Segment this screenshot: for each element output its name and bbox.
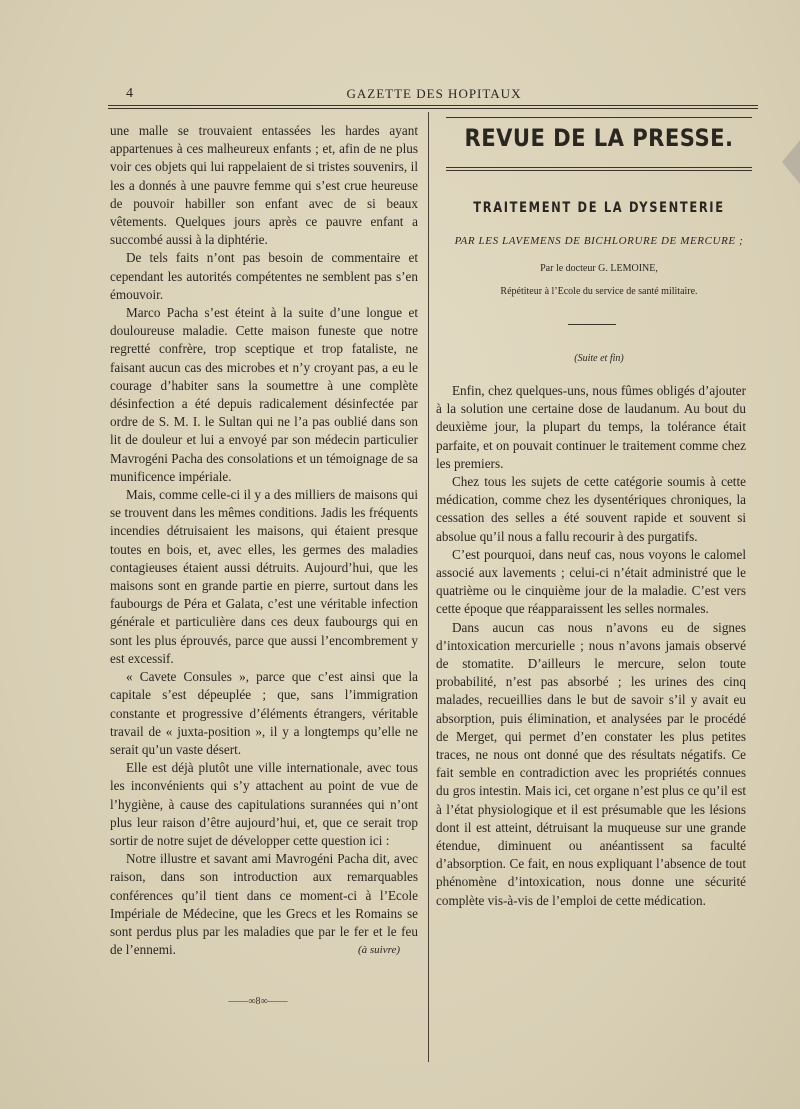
- article-subtitle: PAR LES LAVEMENS DE BICHLORURE DE MERCURE ;: [454, 235, 744, 247]
- article-author: Par le docteur G. LEMOINE,: [540, 263, 658, 274]
- paragraph: « Cavete Consules », parce que c’est ainsi que la capitale s’est dépeuplée ; que, sans l’immigration constante et progressive d’éléments étrangers, véritable travail de « juxta-position », il y a longtemps qu’elle ne serait qu’un vaste désert.: [110, 669, 418, 757]
- left-column: [110, 122, 418, 959]
- author-role: Répétiteur à l’Ecole du service de santé militaire.: [500, 286, 698, 297]
- page-header: [108, 86, 760, 106]
- to-be-continued-note: (à suivre): [357, 944, 400, 957]
- paragraph: Chez tous les sujets de cette catégorie soumis à cette médication, comme chez les dysentériques chroniques, la cessation des selles a été souvent rapide et souvent si absolue qu’il nous a fallu recourir à des purgatifs.: [436, 474, 746, 544]
- section-rule-double: [446, 170, 752, 171]
- paragraph: Marco Pacha s’est éteint à la suite d’une longue et douloureuse maladie. Cette maison funeste que notre regretté confrère, trop sceptique et trop fataliste, ne faisant aucun cas des microbes et n’y croyant pas, a eu le courage d’habiter sans la soumettre à une complète désinfection a été depuis radicalement désinfectée par ordre de S. M. I. le Sultan qui ne l’a pas oublié dans son lit de douleur et lui a envoyé par son médecin particulier Mavrogéni Pacha des consolations et un témoignage de sa munificence impériale.: [110, 305, 418, 484]
- section-rule: [446, 167, 752, 168]
- journal-title: GAZETTE DES HOPITAUX: [346, 86, 522, 101]
- paragraph: Mais, comme celle-ci il y a des milliers de maisons qui se trouvent dans les mêmes conditions. Jadis les fréquents incendies détruisaient les maisons, qui étaient presque toutes en bois, et, avec elles, les germes des maladies contagieuses étaient aussi détruits. Aujourd’hui, que les maisons sont en grande partie en pierre, surtout dans les faubourgs de Péra et Galata, c’est une véritable infection générale et particulière dans ces deux faubourgs qui en sont les plus éprouvés, parce que aussi l’encombrement y est excessif.: [110, 487, 418, 666]
- last-paragraph-wrapper: [110, 850, 418, 959]
- right-column: [436, 382, 746, 910]
- ornament-divider: ——∞8∞——: [228, 996, 288, 1007]
- continuation-note: (Suite et fin): [574, 353, 624, 364]
- section-rule-top: [446, 117, 752, 118]
- paragraph: Elle est déjà plutôt une ville internationale, avec tous les inconvénients qui s’y attachent au point de vue de l’hygiène, à cause des capitulations surannées qui n’ont plus leur raison d’être aujourd’hui, et, que ce serait trop sortir de notre sujet de développer cette question ici :: [110, 760, 418, 848]
- paragraph: Enfin, chez quelques-uns, nous fûmes obligés d’ajouter à la solution une certaine dose de laudanum. Au bout du deuxième jour, la plupart du temps, la tolérance était parfaite, et on pouvait continuer le traitement comme chez les premiers.: [436, 383, 746, 471]
- paragraph: Dans aucun cas nous n’avons eu de signes d’intoxication mercurielle ; nous n’avons jamais observé de stomatite. D’ailleurs le mercure, selon toute probabilité, n’est pas absorbé ; les urines des cinq malades, recueillies dans le but de savoir s’il y avait eu absorption, puis élimination, et analysées par le procédé de Merget, qui permet d’en constater les plus petites traces, ne nous ont donné que des résultats négatifs. Ce fait semble en contradiction avec les propriétés connues du gros intestin. Mais ici, cet organe n’est plus ce qu’il est à l’état physiologique et il est présumable que les lésions dont il est atteint, détruisant la muqueuse sur une grande étendue, diminuent ou anéantissent sa faculté d’absorption. Ce fait, en nous expliquant l’absence de tout phénomène d’intoxication, nous donne une sécurité complète vis-à-vis de l’emploi de cette médication.: [436, 619, 746, 908]
- paragraph: une malle se trouvaient entassées les hardes ayant appartenues à ces malheureux enfants ; et, afin de ne plus voir ces objets qui lui rappelaient de si tristes souvenirs, il les a donnés à une pauvre femme qui s’est crue heureuse de pouvoir habiller son enfant avec de si beaux vêtements. Quelques jours après ce pauvre enfant a succombé aussi à la diphtérie.: [110, 123, 418, 248]
- folded-corner: [782, 140, 800, 184]
- paragraph: De tels faits n’ont pas besoin de commentaire et cependant les autorités compétentes ne semblent pas s’en émouvoir.: [110, 250, 418, 302]
- column-divider: [428, 112, 429, 1062]
- header-rule: [108, 105, 758, 106]
- article-title: TRAITEMENT DE LA DYSENTERIE: [473, 200, 725, 216]
- paragraph: C’est pourquoi, dans neuf cas, nous voyons le calomel associé aux lavements ; celui-ci n’était administré que le quatrième ou le cinquième jour de la maladie. C’est vers cette époque que réapparaissent les selles normales.: [436, 546, 746, 617]
- section-title: REVUE DE LA PRESSE.: [464, 124, 734, 152]
- header-rule-double: [108, 108, 758, 109]
- article-separator: [568, 324, 616, 325]
- paragraph: Notre illustre et savant ami Mavrogéni Pacha dit, avec raison, dans son introduction aux remarquables conférences qu’il tient dans ce moment-ci à l’Ecole Impériale de Médecine, que les Grecs et les Romains se sont perdus plus par les maladies que par le fer et le feu de l’ennemi.: [110, 851, 418, 958]
- page-number: 4: [126, 86, 133, 101]
